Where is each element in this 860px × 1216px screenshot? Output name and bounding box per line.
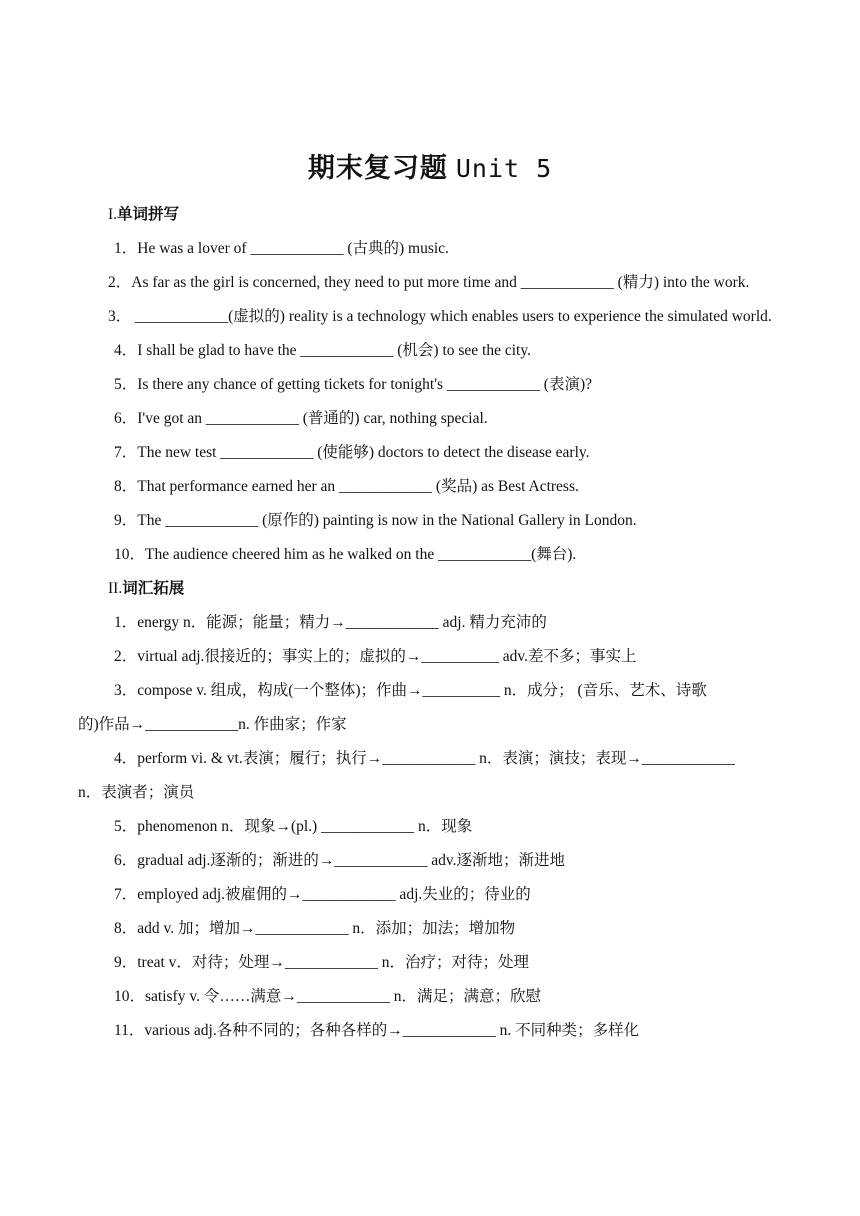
vocab-item: 1．energy n．能源；能量；精力→____________ adj. 精力充沛的 bbox=[114, 614, 547, 631]
document-body bbox=[78, 198, 784, 1048]
section-heading-spelling: I.单词拼写 bbox=[108, 206, 180, 223]
spelling-item: 5．Is there any chance of getting tickets for tonight's ____________ (表演)? bbox=[114, 376, 593, 393]
page-title bbox=[0, 146, 860, 185]
vocab-item: 4．perform vi. & vt.表演；履行；执行→____________ n．表演；演技；表现→____________ bbox=[114, 750, 735, 767]
vocab-item-continuation: 的)作品→____________n. 作曲家；作家 bbox=[78, 716, 347, 733]
spelling-item: 4．I shall be glad to have the ____________ (机会) to see the city. bbox=[114, 342, 531, 359]
vocab-item: 11．various adj.各种不同的；各种各样的→____________ n. 不同种类；多样化 bbox=[114, 1022, 640, 1039]
vocab-item-continuation: n．表演者；演员 bbox=[78, 784, 195, 801]
vocab-item: 5．phenomenon n．现象→(pl.) ____________ n．现象 bbox=[114, 818, 473, 835]
vocab-item: 6．gradual adj.逐渐的；渐进的→____________ adv.逐渐地；渐进地 bbox=[114, 852, 566, 869]
spelling-item: 9．The ____________ (原作的) painting is now in the National Gallery in London. bbox=[114, 512, 637, 529]
vocab-item: 3．compose v. 组成，构成(一个整体)；作曲→__________ n．成分； (音乐、艺术、诗歌 bbox=[114, 682, 707, 699]
spelling-item: 7．The new test ____________ (使能够) doctors to detect the disease early. bbox=[114, 444, 590, 461]
spelling-item: 1．He was a lover of ____________ (古典的) music. bbox=[114, 240, 449, 257]
spelling-item: 10．The audience cheered him as he walked on the ____________(舞台). bbox=[114, 546, 577, 563]
vocab-item: 9．treat v．对待；处理→____________ n．治疗；对待；处理 bbox=[114, 954, 530, 971]
vocab-item: 2．virtual adj.很接近的；事实上的；虚拟的→__________ adv.差不多；事实上 bbox=[114, 648, 637, 665]
spelling-item: 6．I've got an ____________ (普通的) car, nothing special. bbox=[114, 410, 488, 427]
spelling-item: 8．That performance earned her an ____________ (奖品) as Best Actress. bbox=[114, 478, 579, 495]
vocab-item: 10．satisfy v. 令……满意→____________ n．满足；满意；欣慰 bbox=[114, 988, 541, 1005]
section-heading-vocabulary: II.词汇拓展 bbox=[108, 580, 185, 597]
title-text: 期末复习题 bbox=[307, 153, 448, 183]
spelling-item: 2．As far as the girl is concerned, they need to put more time and ____________ (精力) into the work. bbox=[108, 274, 750, 291]
title-unit: Unit 5 bbox=[455, 154, 553, 183]
spelling-item: 3． ____________(虚拟的) reality is a technology which enables users to experience the simulated world. bbox=[108, 308, 772, 325]
vocab-item: 8．add v. 加；增加→____________ n．添加；加法；增加物 bbox=[114, 920, 516, 937]
vocab-item: 7．employed adj.被雇佣的→____________ adj.失业的；待业的 bbox=[114, 886, 531, 903]
